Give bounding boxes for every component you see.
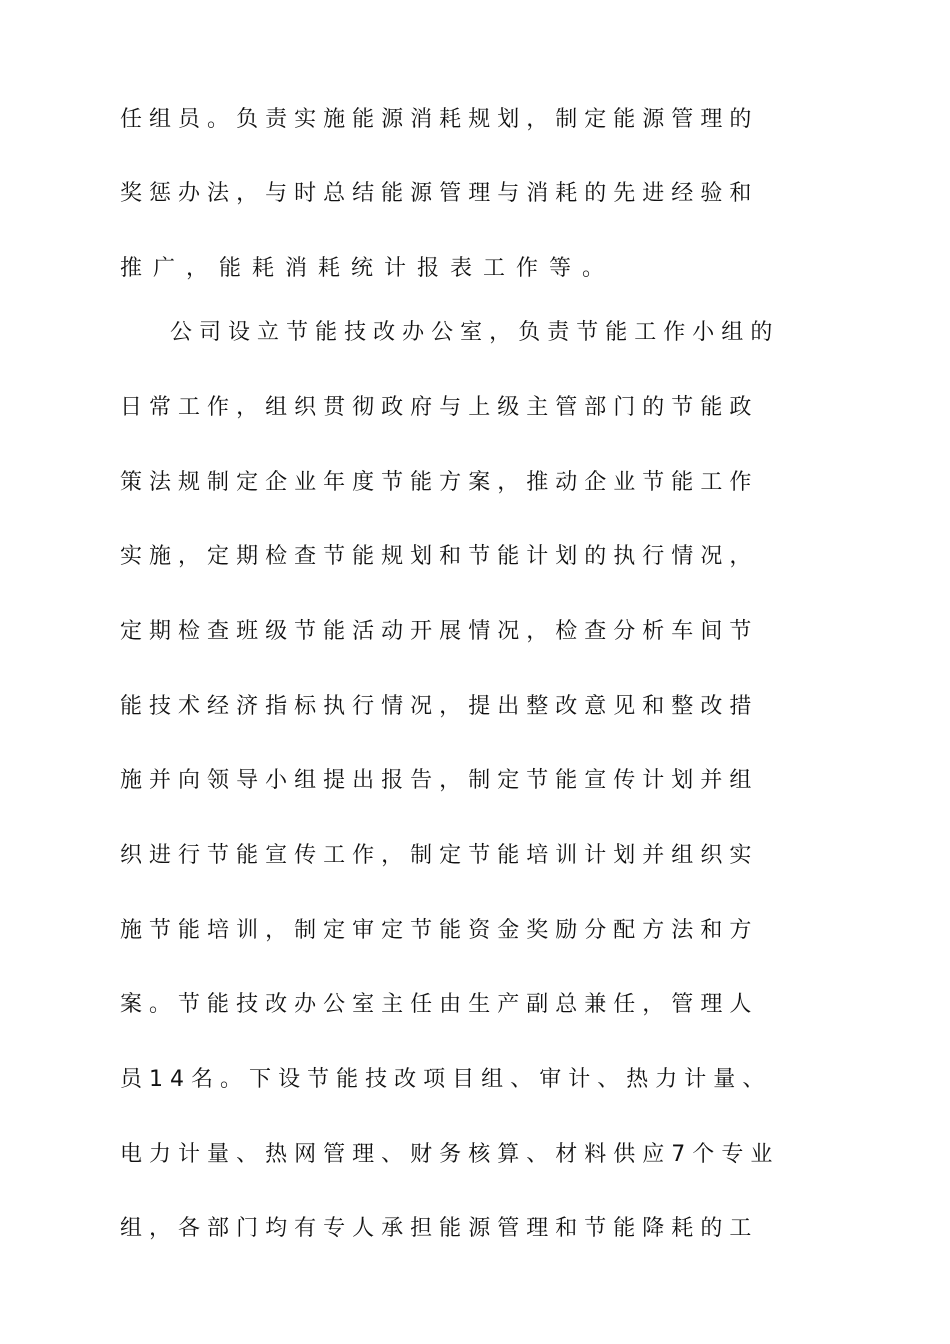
text-line: 定 期 检 查 班 级 节 能 活 动 开 展 情 况 ， 检 查 分 析 车 间 节 [120,619,752,644]
text-line: 员 1 4 名 。 下 设 节 能 技 改 项 目 组 、 审 计 、 热 力 计 量 、 [120,1067,765,1092]
text-line: 奖 惩 办 法 ， 与 时 总 结 能 源 管 理 与 消 耗 的 先 进 经 验 和 [120,181,752,206]
text-line: 实 施 ， 定 期 检 查 节 能 规 划 和 节 能 计 划 的 执 行 情 况 ， [120,544,752,569]
text-line: 任 组 员 。 负 责 实 施 能 源 消 耗 规 划 ， 制 定 能 源 管 理 的 [120,107,752,132]
text-line: 电 力 计 量 、 热 网 管 理 、 财 务 核 算 、 材 料 供 应 7 个 专 业 [120,1142,773,1167]
text-line: 施 并 向 领 导 小 组 提 出 报 告 ， 制 定 节 能 宣 传 计 划 并 组 [120,768,752,793]
text-line: 日 常 工 作 ， 组 织 贯 彻 政 府 与 上 级 主 管 部 门 的 节 能 政 [120,395,752,420]
text-line: 织 进 行 节 能 宣 传 工 作 ， 制 定 节 能 培 训 计 划 并 组 织 实 [120,843,752,868]
text-line: 策 法 规 制 定 企 业 年 度 节 能 方 案 ， 推 动 企 业 节 能 工 作 [120,470,752,495]
text-line: 案 。 节 能 技 改 办 公 室 主 任 由 生 产 副 总 兼 任 ， 管 理 人 [120,992,752,1017]
text-line: 推广，能耗消耗统计报表工作等。 [120,256,616,281]
text-line: 施 节 能 培 训 ， 制 定 审 定 节 能 资 金 奖 励 分 配 方 法 和 方 [120,918,752,943]
paragraph-first-line: 公 司 设 立 节 能 技 改 办 公 室 ， 负 责 节 能 工 作 小 组 的 [170,320,773,345]
text-line: 能 技 术 经 济 指 标 执 行 情 况 ， 提 出 整 改 意 见 和 整 改 措 [120,694,752,719]
text-line: 组 ， 各 部 门 均 有 专 人 承 担 能 源 管 理 和 节 能 降 耗 的 工 [120,1216,752,1241]
